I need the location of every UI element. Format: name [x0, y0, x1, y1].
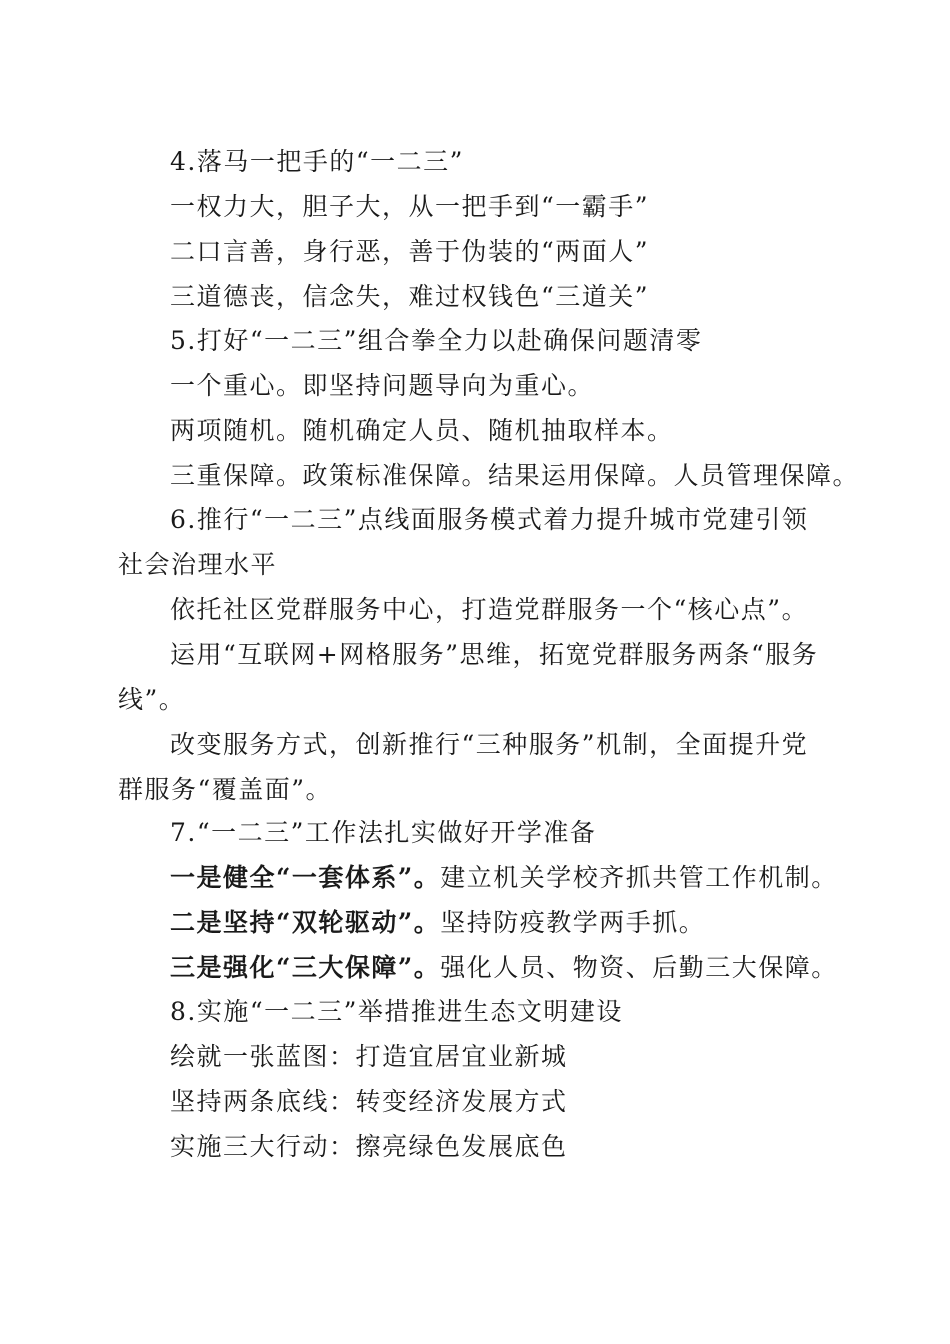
section-8-heading: 8.实施“一二三”举措推进生态文明建设	[170, 997, 623, 1026]
section-4-line-3: 三道德丧，信念失，难过权钱色“三道关”	[170, 282, 650, 311]
section-7-heading: 7.“一二三”工作法扎实做好开学准备	[170, 818, 597, 847]
section-7-item-1-text: 建立机关学校齐抓共管工作机制。	[440, 863, 838, 892]
section-6-heading-line-1: 6.推行“一二三”点线面服务模式着力提升城市党建引领	[170, 505, 809, 534]
section-7-item-1-lead: 一是健全“一套体系”。	[170, 863, 441, 892]
section-7-item-2-lead: 二是坚持“双轮驱动”。	[170, 908, 441, 937]
section-6-item-2-line-2: 线”。	[118, 685, 186, 714]
section-8-line-3: 实施三大行动：擦亮绿色发展底色	[170, 1132, 568, 1161]
section-8-line-2: 坚持两条底线：转变经济发展方式	[170, 1087, 568, 1116]
section-6-item-2-line-1: 运用“互联网+网格服务”思维，拓宽党群服务两条“服务	[170, 640, 819, 669]
section-6-item-1: 依托社区党群服务中心，打造党群服务一个“核心点”。	[170, 595, 809, 624]
section-4-line-1: 一权力大，胆子大，从一把手到“一霸手”	[170, 192, 650, 221]
section-6-item-3-line-1: 改变服务方式，创新推行“三种服务”机制，全面提升党	[170, 730, 809, 759]
section-5-line-3: 三重保障。政策标准保障。结果运用保障。人员管理保障。	[170, 461, 860, 490]
section-7-item-3-text: 强化人员、物资、后勤三大保障。	[440, 953, 838, 982]
section-4-heading: 4.落马一把手的“一二三”	[170, 147, 464, 176]
section-7-item-2	[170, 908, 705, 938]
section-5-line-2: 两项随机。随机确定人员、随机抽取样本。	[170, 416, 674, 445]
section-7-item-1	[170, 863, 838, 893]
section-4-line-2: 二口言善，身行恶，善于伪装的“两面人”	[170, 237, 650, 266]
section-6-item-3-line-2: 群服务“覆盖面”。	[118, 775, 333, 804]
section-6-heading-line-2: 社会治理水平	[118, 550, 278, 579]
section-7-item-3-lead: 三是强化“三大保障”。	[170, 953, 441, 982]
section-7-item-2-text: 坚持防疫教学两手抓。	[440, 908, 706, 937]
section-5-line-1: 一个重心。即坚持问题导向为重心。	[170, 371, 595, 400]
section-8-line-1: 绘就一张蓝图：打造宜居宜业新城	[170, 1042, 568, 1071]
section-5-heading: 5.打好“一二三”组合拳全力以赴确保问题清零	[170, 326, 703, 355]
section-7-item-3	[170, 953, 838, 983]
